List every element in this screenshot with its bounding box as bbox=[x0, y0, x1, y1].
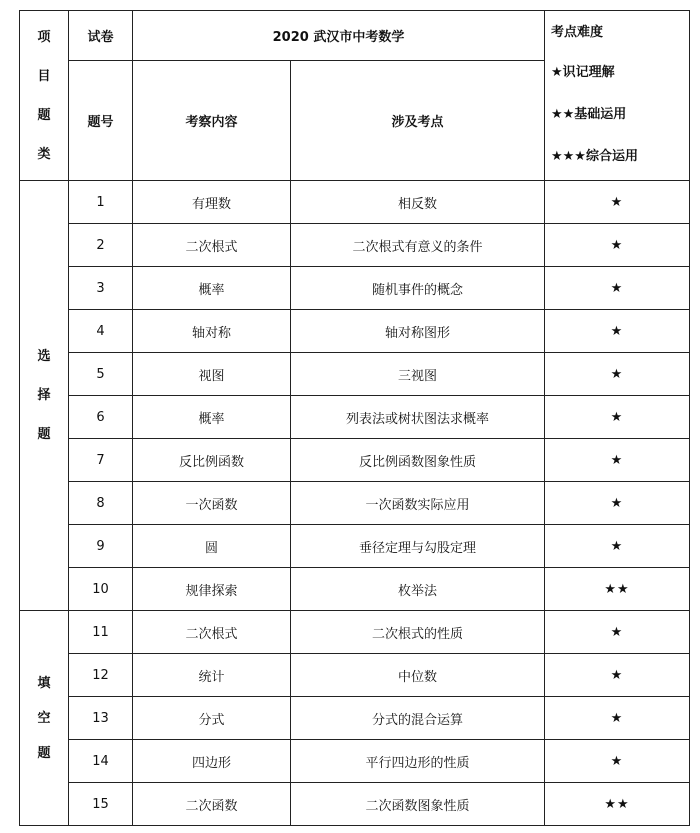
question-number: 14 bbox=[69, 740, 133, 783]
question-number: 15 bbox=[69, 783, 133, 826]
content-cell: 概率 bbox=[133, 267, 291, 310]
content-cell: 圆 bbox=[133, 525, 291, 568]
table-row bbox=[20, 224, 690, 267]
point-cell: 轴对称图形 bbox=[291, 310, 545, 353]
difficulty-stars: ★ bbox=[545, 611, 690, 654]
table-row bbox=[20, 267, 690, 310]
table-row bbox=[20, 525, 690, 568]
category-header-char: 类 bbox=[37, 146, 51, 162]
point-cell: 分式的混合运算 bbox=[291, 697, 545, 740]
question-type-char: 填 bbox=[37, 675, 51, 691]
table-row bbox=[20, 310, 690, 353]
point-cell: 二次函数图象性质 bbox=[291, 783, 545, 826]
table-row bbox=[20, 439, 690, 482]
difficulty-title: 考点难度 bbox=[551, 24, 604, 40]
difficulty-stars: ★ bbox=[545, 181, 690, 224]
table-row bbox=[20, 654, 690, 697]
point-cell: 垂径定理与勾股定理 bbox=[291, 525, 545, 568]
table-row bbox=[20, 396, 690, 439]
question-number: 12 bbox=[69, 654, 133, 697]
point-cell: 中位数 bbox=[291, 654, 545, 697]
category-header-char: 项 bbox=[37, 29, 51, 45]
difficulty-stars: ★ bbox=[545, 740, 690, 783]
difficulty-stars: ★ bbox=[545, 482, 690, 525]
question-number: 10 bbox=[69, 568, 133, 611]
question-type-cell bbox=[20, 611, 69, 826]
question-type-char: 题 bbox=[37, 745, 51, 761]
difficulty-stars: ★★ bbox=[545, 568, 690, 611]
question-number: 2 bbox=[69, 224, 133, 267]
question-number: 11 bbox=[69, 611, 133, 654]
point-cell: 反比例函数图象性质 bbox=[291, 439, 545, 482]
difficulty-level-2: ★★基础运用 bbox=[551, 106, 627, 122]
question-type-char: 选 bbox=[37, 349, 51, 364]
exam-title: 2020 武汉市中考数学 bbox=[133, 11, 545, 61]
category-header-char: 目 bbox=[37, 68, 51, 84]
content-cell: 统计 bbox=[133, 654, 291, 697]
difficulty-stars: ★ bbox=[545, 267, 690, 310]
difficulty-stars: ★ bbox=[545, 697, 690, 740]
question-type-char: 择 bbox=[37, 388, 51, 403]
difficulty-stars: ★ bbox=[545, 353, 690, 396]
question-number: 13 bbox=[69, 697, 133, 740]
category-header-char: 题 bbox=[37, 107, 51, 123]
number-header: 题号 bbox=[69, 61, 133, 181]
content-header: 考察内容 bbox=[133, 61, 291, 181]
point-cell: 二次根式的性质 bbox=[291, 611, 545, 654]
difficulty-legend bbox=[545, 11, 690, 181]
table-row bbox=[20, 611, 690, 654]
question-type-char: 空 bbox=[37, 710, 51, 726]
points-header: 涉及考点 bbox=[291, 61, 545, 181]
content-cell: 二次根式 bbox=[133, 611, 291, 654]
question-number: 6 bbox=[69, 396, 133, 439]
difficulty-level-1: ★识记理解 bbox=[551, 64, 615, 80]
difficulty-stars: ★ bbox=[545, 396, 690, 439]
question-type-cell bbox=[20, 181, 69, 611]
paper-header: 试卷 bbox=[69, 11, 133, 61]
content-cell: 规律探索 bbox=[133, 568, 291, 611]
exam-analysis-table bbox=[19, 10, 690, 826]
content-cell: 反比例函数 bbox=[133, 439, 291, 482]
table-row bbox=[20, 783, 690, 826]
difficulty-stars: ★ bbox=[545, 310, 690, 353]
content-cell: 二次函数 bbox=[133, 783, 291, 826]
question-number: 9 bbox=[69, 525, 133, 568]
question-type-char: 题 bbox=[37, 427, 51, 442]
question-number: 3 bbox=[69, 267, 133, 310]
question-number: 8 bbox=[69, 482, 133, 525]
content-cell: 一次函数 bbox=[133, 482, 291, 525]
content-cell: 有理数 bbox=[133, 181, 291, 224]
difficulty-level-3: ★★★综合运用 bbox=[551, 148, 638, 164]
content-cell: 概率 bbox=[133, 396, 291, 439]
difficulty-stars: ★ bbox=[545, 439, 690, 482]
point-cell: 列表法或树状图法求概率 bbox=[291, 396, 545, 439]
table-row bbox=[20, 568, 690, 611]
question-number: 1 bbox=[69, 181, 133, 224]
table-row bbox=[20, 482, 690, 525]
category-header bbox=[20, 11, 69, 181]
difficulty-stars: ★ bbox=[545, 654, 690, 697]
content-cell: 四边形 bbox=[133, 740, 291, 783]
content-cell: 二次根式 bbox=[133, 224, 291, 267]
header-row-1 bbox=[20, 11, 690, 61]
question-number: 5 bbox=[69, 353, 133, 396]
content-cell: 轴对称 bbox=[133, 310, 291, 353]
table-row bbox=[20, 740, 690, 783]
table-row bbox=[20, 697, 690, 740]
difficulty-stars: ★ bbox=[545, 525, 690, 568]
table-row bbox=[20, 181, 690, 224]
difficulty-stars: ★★ bbox=[545, 783, 690, 826]
question-number: 4 bbox=[69, 310, 133, 353]
question-number: 7 bbox=[69, 439, 133, 482]
content-cell: 视图 bbox=[133, 353, 291, 396]
point-cell: 枚举法 bbox=[291, 568, 545, 611]
point-cell: 平行四边形的性质 bbox=[291, 740, 545, 783]
point-cell: 三视图 bbox=[291, 353, 545, 396]
difficulty-stars: ★ bbox=[545, 224, 690, 267]
table-row bbox=[20, 353, 690, 396]
point-cell: 随机事件的概念 bbox=[291, 267, 545, 310]
content-cell: 分式 bbox=[133, 697, 291, 740]
point-cell: 一次函数实际应用 bbox=[291, 482, 545, 525]
point-cell: 相反数 bbox=[291, 181, 545, 224]
point-cell: 二次根式有意义的条件 bbox=[291, 224, 545, 267]
